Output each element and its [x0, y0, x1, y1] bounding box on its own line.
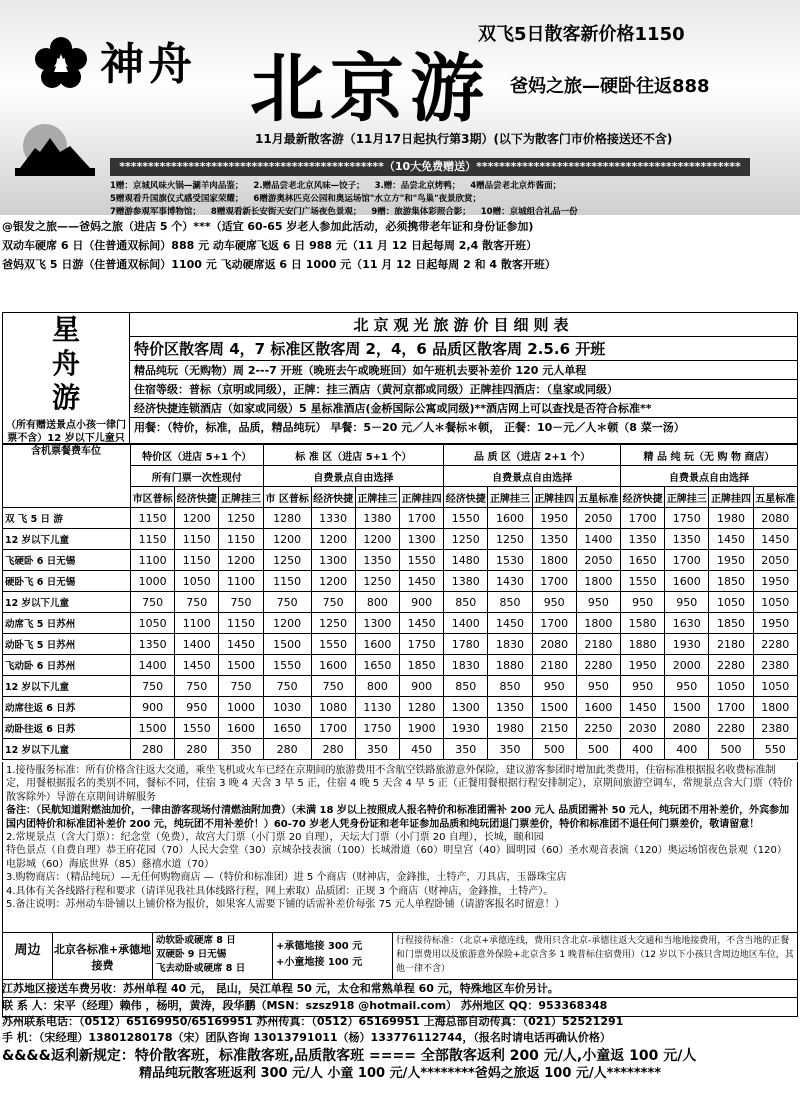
price-cell: 1780 — [444, 634, 488, 655]
price-cell: 1100 — [131, 550, 175, 571]
price-cell: 1150 — [263, 571, 311, 592]
price-cell: 1050 — [753, 676, 797, 697]
intro-section — [2, 217, 798, 274]
info-rows — [130, 313, 797, 436]
price-cell: 350 — [219, 739, 263, 760]
price-cell: 1350 — [488, 697, 532, 718]
column-header: 五星标准 — [753, 487, 797, 508]
price-cell: 1700 — [311, 718, 355, 739]
city-title: 北京游 — [250, 46, 490, 132]
row-label: 飞动卧 6 日苏州 — [3, 655, 131, 676]
price-cell: 400 — [621, 739, 665, 760]
table-row — [3, 739, 798, 760]
price-cell: 850 — [444, 592, 488, 613]
gift-item: 10赠：京城组合礼品一份 — [480, 207, 578, 217]
price-cell: 400 — [665, 739, 709, 760]
price-table — [2, 444, 798, 760]
price-cell: 1300 — [355, 613, 399, 634]
surrounding-label: 周边 — [3, 933, 53, 979]
gift-list — [110, 180, 800, 219]
column-header: 正牌挂四 — [532, 487, 576, 508]
price-cell: 1450 — [219, 634, 263, 655]
row-label: 12 岁以下儿童 — [3, 676, 131, 697]
price-cell: 1300 — [444, 697, 488, 718]
price-cell: 850 — [488, 676, 532, 697]
column-header: 经济快捷 — [311, 487, 355, 508]
price-cell: 1950 — [753, 613, 797, 634]
price-cell: 950 — [621, 592, 665, 613]
price-cell: 500 — [709, 739, 753, 760]
price-cell: 2050 — [576, 550, 620, 571]
price-cell: 950 — [665, 676, 709, 697]
price-cell: 1800 — [576, 613, 620, 634]
price-cell: 750 — [311, 592, 355, 613]
side-brand-name: 星舟游 — [51, 313, 80, 414]
column-header: 正牌挂三 — [355, 487, 399, 508]
note-special: 特色景点（自费自理）恭王府花园（70）人民大会堂（30）京城杂技表演（100）长城滑道（60）明皇宫（40）圆明园（60）圣水观音表演（120）奥运场馆夜色景观（120）电影城（60）海底世界（85）慈禧水道（70） — [6, 845, 787, 870]
price-cell: 2380 — [753, 718, 797, 739]
price-cell: 1250 — [263, 550, 311, 571]
hotel-line-2: 经济快捷连锁酒店（如家或同级）5 星标准酒店(金桥国际公寓或同级)**酒店网上可以查找是否符合标准** — [130, 399, 797, 418]
price-cell: 750 — [131, 676, 175, 697]
price-cell: 1930 — [444, 718, 488, 739]
column-header: 五星标准 — [576, 487, 620, 508]
price-cell: 2180 — [576, 634, 620, 655]
price-cell: 1950 — [753, 571, 797, 592]
note-shopping: 3.购物商店：（精品纯玩）—无任何购物商店 —（特价和标准团）进 5 个商店（财神店，金鋒推，土特产，刀具店，玉器珠宝店 — [6, 872, 567, 884]
price-cell: 350 — [355, 739, 399, 760]
zone-note: 自费景点自由选择 — [444, 466, 621, 487]
price-cell: 500 — [532, 739, 576, 760]
temple-silhouette-icon — [15, 118, 95, 176]
row-label: 双 飞 5 日 游 — [3, 508, 131, 529]
price-cell: 1600 — [665, 571, 709, 592]
row-label: 动卧飞 5 日苏州 — [3, 634, 131, 655]
surrounding-desc: 行程接待标准：（北京+承德连线，费用只含北京-承德往返大交通和当地地接费用，不含当地的正餐和门票费用以及旅游意外保险+北京含多 1 晚普标住宿费用）（12 岁以下小孩只含周边地区车位，其他一律不含） — [396, 936, 794, 974]
price-cell: 1450 — [175, 655, 219, 676]
note-remark: 备注：（民航知道附燃油加价，一律由游客现场付清燃油附加费）（未满 18 岁以上按照成人报名特价和标准团需补 200 元人 品质团需补 50 元人，纯玩团不用补差价，外宾参加国内团特价和标准团补差价 200 元，纯玩团不用补差价！）60-70 岁老人凭身份证和老年证参加品质和纯玩团退门票差价，特价和标准团不退任何门票差价，敬请留意！ — [6, 805, 790, 830]
price-cell: 1200 — [311, 571, 355, 592]
price-cell: 1750 — [355, 718, 399, 739]
price-cell: 1600 — [355, 634, 399, 655]
price-cell: 750 — [263, 676, 311, 697]
price-cell: 1380 — [444, 571, 488, 592]
price-cell: 1600 — [219, 718, 263, 739]
price-cell: 1050 — [131, 613, 175, 634]
flower-logo-icon — [30, 32, 92, 94]
price-cell: 1750 — [665, 508, 709, 529]
price-cell: 1850 — [399, 655, 443, 676]
table-row — [3, 676, 798, 697]
price-cell: 1980 — [488, 718, 532, 739]
price-cell: 750 — [131, 592, 175, 613]
side-brand-note: （所有赠送景点小孩一律门票不含）12 岁以下儿童只含机票餐费车位 — [6, 420, 126, 457]
price-cell: 2180 — [532, 655, 576, 676]
price-cell: 1550 — [311, 634, 355, 655]
price-cell: 1400 — [175, 634, 219, 655]
zone-note: 自费景点自由选择 — [263, 466, 444, 487]
price-cell: 1850 — [709, 613, 753, 634]
price-cell: 1580 — [621, 613, 665, 634]
price-cell: 1480 — [444, 550, 488, 571]
phone-line: 苏州联系电话：（0512）65169950/65169951 苏州传真：（0512）65169951 上海总部自动传真：（021）52521291 — [2, 1015, 624, 1028]
price-cell: 1630 — [665, 613, 709, 634]
price-cell: 280 — [311, 739, 355, 760]
column-header: 市 区普标 — [263, 487, 311, 508]
train-option: 双硬卧 9 日无锡 — [156, 949, 227, 960]
headline-parents: 爸妈之旅—硬卧往返888 — [510, 76, 710, 97]
column-header: 正牌挂三 — [219, 487, 263, 508]
gift-item: 8赠观看新长安街天安门广场夜色景观； — [210, 207, 362, 217]
price-cell: 280 — [263, 739, 311, 760]
price-cell: 1880 — [488, 655, 532, 676]
price-cell: 1650 — [355, 655, 399, 676]
price-cell: 800 — [355, 676, 399, 697]
price-cell: 1700 — [709, 697, 753, 718]
price-cell: 1600 — [576, 697, 620, 718]
free-gifts-title: （10大免费赠送） — [383, 160, 477, 173]
free-gifts-bar: **********************************************（10大免费赠送）********************************************** — [110, 158, 750, 176]
price-cell: 1380 — [355, 508, 399, 529]
price-cell: 2050 — [753, 550, 797, 571]
headline-price: 双飞5日散客新价格1150 — [478, 24, 685, 45]
rebate-line: &&&&返利新规定：特价散客班，标准散客班,品质散客班 ==== 全部散客返利 200 元/人,小童返 100 元/人 — [2, 1048, 697, 1064]
price-cell: 1200 — [355, 529, 399, 550]
price-body — [3, 508, 798, 760]
price-cell: 2180 — [709, 634, 753, 655]
price-cell: 1250 — [311, 613, 355, 634]
header-banner — [0, 0, 800, 215]
gift-item: 5赠观看升国旗仪式感受国家荣耀； — [110, 194, 244, 204]
column-header: 经济快捷 — [175, 487, 219, 508]
table-title: 北京观光旅游价目细则表 — [130, 313, 797, 337]
table-row — [3, 550, 798, 571]
price-cell: 1500 — [665, 697, 709, 718]
row-label: 动席往返 6 日苏 — [3, 697, 131, 718]
row-label: 12 岁以下儿童 — [3, 739, 131, 760]
price-cell: 1200 — [263, 613, 311, 634]
price-cell: 1250 — [444, 529, 488, 550]
price-cell: 1200 — [311, 529, 355, 550]
column-header: 经济快捷 — [621, 487, 665, 508]
price-cell: 1200 — [175, 508, 219, 529]
price-cell: 1850 — [709, 571, 753, 592]
price-cell: 1350 — [665, 529, 709, 550]
price-cell: 2150 — [532, 718, 576, 739]
price-cell: 1550 — [175, 718, 219, 739]
price-cell: 750 — [219, 592, 263, 613]
price-cell: 1450 — [621, 697, 665, 718]
price-cell: 1550 — [263, 655, 311, 676]
price-cell: 2250 — [576, 718, 620, 739]
brand-name: 神舟 — [100, 39, 196, 90]
price-cell: 1450 — [488, 613, 532, 634]
price-cell: 1830 — [488, 634, 532, 655]
boutique-line: 精品纯玩（无购物）周 2---7 开班（晚班去午或晚班回）如午班机去要补差价 120 元人单程 — [130, 361, 797, 380]
price-cell: 950 — [532, 676, 576, 697]
price-cell: 1100 — [175, 613, 219, 634]
price-cell: 1280 — [263, 508, 311, 529]
price-cell: 1830 — [444, 655, 488, 676]
column-header: 正牌挂四 — [399, 487, 443, 508]
price-cell: 280 — [131, 739, 175, 760]
gift-item: 4赠品尝老北京炸酱面； — [470, 181, 562, 191]
price-cell: 750 — [311, 676, 355, 697]
price-cell: 1700 — [665, 550, 709, 571]
schedule-line: 特价区散客周 4，7 标准区散客周 2，4，6 品质区散客周 2.5.6 开班 — [130, 337, 797, 361]
price-cell: 750 — [219, 676, 263, 697]
price-cell: 900 — [399, 592, 443, 613]
price-cell: 1450 — [399, 571, 443, 592]
price-cell: 1550 — [399, 550, 443, 571]
zone-note: 所有门票一次性现付 — [131, 466, 264, 487]
price-cell: 1400 — [576, 529, 620, 550]
price-cell: 2000 — [665, 655, 709, 676]
meal-line: 用餐：（特价，标准，品质，精品纯玩） 早餐：5－20 元／人＊餐标＊顿， 正餐：10－元／人＊顿（8 菜一汤） — [134, 421, 685, 434]
price-cell: 1700 — [399, 508, 443, 529]
price-cell: 1050 — [709, 592, 753, 613]
zone-name: 标 准 区（进店 5+1 个） — [263, 445, 444, 466]
footer-section — [2, 981, 798, 1082]
table-row — [3, 529, 798, 550]
zone-row — [3, 445, 798, 466]
price-cell: 850 — [488, 592, 532, 613]
price-cell: 900 — [131, 697, 175, 718]
note-scenic: 2.常规景点（含大门票）：纪念堂（免费），故宫大门票（小门票 20 自理），天坛大门票（小门票 20 自理），长城，颐和园 — [6, 832, 544, 844]
price-cell: 1250 — [219, 508, 263, 529]
price-cell: 1600 — [311, 655, 355, 676]
surrounding-price-adult: +承德地接 300 元 — [276, 941, 363, 952]
gift-item: 1赠：京城风味火锅—涮羊肉品鉴； — [110, 181, 244, 191]
price-cell: 2280 — [753, 634, 797, 655]
price-cell: 1080 — [311, 697, 355, 718]
surrounding-product: 北京各标准+承德地接费 — [53, 933, 153, 979]
price-cell: 950 — [175, 697, 219, 718]
price-cell: 1050 — [175, 571, 219, 592]
price-cell: 1500 — [219, 655, 263, 676]
price-cell: 1350 — [355, 550, 399, 571]
price-cell: 1250 — [355, 571, 399, 592]
price-cell: 1450 — [709, 529, 753, 550]
surrounding-prices — [273, 933, 393, 979]
note-itinerary: 4.具体有关各线路行程和要求（请详见我社具体线路行程，网上索取）品质团：正规 3 个商店（财神店，金鋒推，土特产）。 — [6, 885, 554, 897]
price-cell: 800 — [355, 592, 399, 613]
gift-item: 6赠游奥林匹克公园和奥运场馆"水立方"和"鸟巢"夜景欣赏； — [253, 194, 482, 204]
row-label-header — [3, 445, 131, 508]
train-option: 动软卧或硬席 8 日 — [156, 935, 236, 946]
price-cell: 1350 — [131, 634, 175, 655]
price-cell: 1700 — [532, 571, 576, 592]
intro-line: @银发之旅——爸妈之旅（进店 5 个）***（适宜 60-65 岁老人参加此活动，必须携带老年证和身份证参加) — [2, 220, 534, 233]
transfer-line: 江苏地区接送车费另收：苏州单程 40 元， 昆山，吴江单程 50 元，太仓和常熟单程 60 元，特殊地区车价另计。 — [2, 981, 798, 998]
price-cell: 1330 — [311, 508, 355, 529]
price-cell: 1500 — [532, 697, 576, 718]
gift-item: 2.赠品尝老北京风味—饺子； — [253, 181, 365, 191]
price-cell: 350 — [444, 739, 488, 760]
price-cell: 950 — [621, 676, 665, 697]
price-cell: 2050 — [576, 508, 620, 529]
zone-name: 特价区（进店 5+1 个） — [131, 445, 264, 466]
price-cell: 950 — [532, 592, 576, 613]
price-cell: 1150 — [131, 508, 175, 529]
period-subline: 11月最新散客游（11月17日起执行第3期）(以下为散客门市价格接送还不含) — [255, 132, 673, 146]
table-row — [3, 697, 798, 718]
row-label: 12 岁以下儿童 — [3, 529, 131, 550]
note-service: 1.接待服务标准：所有价格含往返大交通，乘坐飞机或火车已经在京期间的旅游费用不含航空铁路旅游意外保险，建议游客参团时增加此类费用，住宿标准根据报名收费标准制定，用餐根据报名的类别不同，餐标不同，住宿 3 晚 4 天含 3 早 5 正，住宿 4 晚 5 天含 4 早 5 正（正餐用餐根据行程安排制定），京期间旅游空调车，常规景点含大门票（特价散客除外）导游在京期间讲解服务 — [6, 765, 793, 803]
price-cell: 2080 — [665, 718, 709, 739]
price-cell: 1400 — [131, 655, 175, 676]
price-cell: 1950 — [621, 655, 665, 676]
zone-name: 品 质 区（进店 2+1 个） — [444, 445, 621, 466]
price-cell: 1130 — [355, 697, 399, 718]
column-header: 市区普标 — [131, 487, 175, 508]
price-cell: 1750 — [399, 634, 443, 655]
price-cell: 500 — [576, 739, 620, 760]
price-cell: 1200 — [219, 550, 263, 571]
price-cell: 1150 — [175, 529, 219, 550]
price-cell: 2280 — [709, 718, 753, 739]
price-cell: 1700 — [532, 613, 576, 634]
table-row — [3, 508, 798, 529]
row-label: 12 岁以下儿童 — [3, 592, 131, 613]
price-cell: 750 — [175, 676, 219, 697]
price-cell: 950 — [576, 592, 620, 613]
price-cell: 1980 — [709, 508, 753, 529]
mobile-line: 手 机：（宋经理）13801280178（宋）团队咨询 13013791011（杨）133776112744，（报名时请电话再确认价格） — [2, 1031, 611, 1044]
column-header: 正牌挂三 — [488, 487, 532, 508]
price-cell: 350 — [488, 739, 532, 760]
side-brand — [3, 313, 130, 457]
price-cell: 1450 — [399, 613, 443, 634]
table-row — [3, 718, 798, 739]
price-cell: 1800 — [532, 550, 576, 571]
price-cell: 1150 — [219, 529, 263, 550]
row-label: 硬卧飞 6 日无锡 — [3, 571, 131, 592]
price-cell: 1050 — [709, 676, 753, 697]
price-cell: 750 — [175, 592, 219, 613]
price-cell: 550 — [753, 739, 797, 760]
price-cell: 2280 — [576, 655, 620, 676]
column-header: 正牌挂四 — [709, 487, 753, 508]
price-cell: 1550 — [621, 571, 665, 592]
price-cell: 1350 — [621, 529, 665, 550]
column-header: 正牌挂三 — [665, 487, 709, 508]
row-label: 动席飞 5 日苏州 — [3, 613, 131, 634]
price-cell: 1450 — [753, 529, 797, 550]
contact-line: 联 系 人：宋平（经理）赖伟 ，杨明，黄涛，段华鹏（MSN：szsz918 @hotmail.com） 苏州地区 QQ：953368348 — [2, 999, 608, 1012]
price-cell: 280 — [175, 739, 219, 760]
price-cell: 2380 — [753, 655, 797, 676]
price-cell: 2280 — [709, 655, 753, 676]
price-cell: 2080 — [532, 634, 576, 655]
gift-item: 9赠：旅游集体彩照合影； — [371, 207, 471, 217]
price-cell: 1800 — [753, 697, 797, 718]
surrounding-price-child: +小童地接 100 元 — [276, 957, 363, 968]
rebate-line-2: 精品纯玩散客班返利 300 元/人 小童 100 元/人********爸妈之旅返 100 元/人******** — [138, 1066, 662, 1081]
price-cell: 1880 — [621, 634, 665, 655]
price-cell: 1650 — [263, 718, 311, 739]
surrounding-box — [2, 932, 798, 980]
price-cell: 1150 — [131, 529, 175, 550]
surrounding-trains — [153, 933, 273, 979]
price-cell: 950 — [576, 676, 620, 697]
price-cell: 1100 — [219, 571, 263, 592]
price-cell: 1050 — [753, 592, 797, 613]
gift-item: 7赠游参观军事博物馆； — [110, 207, 201, 217]
price-cell: 950 — [665, 592, 709, 613]
price-cell: 1150 — [219, 613, 263, 634]
price-cell: 1030 — [263, 697, 311, 718]
hotel-line-1: 住宿等级：普标（京明或同级），正牌：挂三酒店（黄河京都或同级）正牌挂四酒店：（皇家或同级） — [130, 380, 797, 399]
price-cell: 1550 — [444, 508, 488, 529]
price-cell: 2030 — [621, 718, 665, 739]
intro-line: 双动车硬席 6 日（住普通双标间）888 元 动车硬席飞返 6 日 988 元（11 月 12 日起每周 2,4 散客开班） — [2, 239, 538, 252]
row-label: 飞硬卧 6 日无锡 — [3, 550, 131, 571]
price-cell: 1250 — [488, 529, 532, 550]
column-header: 经济快捷 — [444, 487, 488, 508]
table-row — [3, 592, 798, 613]
table-row — [3, 655, 798, 676]
table-row — [3, 634, 798, 655]
price-cell: 1280 — [399, 697, 443, 718]
price-cell: 1200 — [263, 529, 311, 550]
zone-name: 精 品 纯 玩（无 购 物 商店） — [621, 445, 798, 466]
price-cell: 1300 — [311, 550, 355, 571]
zone-note: 自费景点自由选择 — [621, 466, 798, 487]
gift-item: 3.赠：品尝北京烤鸭； — [374, 181, 461, 191]
price-cell: 1000 — [219, 697, 263, 718]
price-cell: 2080 — [753, 508, 797, 529]
price-cell: 1430 — [488, 571, 532, 592]
row-label: 动卧往返 6 日苏 — [3, 718, 131, 739]
price-cell: 1930 — [665, 634, 709, 655]
price-cell: 450 — [399, 739, 443, 760]
note-remark-2: 5.备注说明：苏州动车卧铺以上铺价格为报价，如果客人需要下铺的话需补差价每张 75 元人单程卧铺（请游客报名时留意！） — [6, 899, 565, 911]
price-cell: 1150 — [175, 550, 219, 571]
price-cell: 750 — [263, 592, 311, 613]
price-cell: 1600 — [488, 508, 532, 529]
price-cell: 1500 — [263, 634, 311, 655]
price-cell: 1500 — [131, 718, 175, 739]
price-cell: 1650 — [621, 550, 665, 571]
price-cell: 1700 — [621, 508, 665, 529]
table-row — [3, 613, 798, 634]
price-cell: 1530 — [488, 550, 532, 571]
price-cell: 1300 — [399, 529, 443, 550]
price-cell: 1950 — [532, 508, 576, 529]
price-cell: 1800 — [576, 571, 620, 592]
table-row — [3, 571, 798, 592]
intro-line: 爸妈双飞 5 日游（住普通双标间）1100 元 飞动硬席返 6 日 1000 元（11 月 12 日起每周 2 和 4 散客开班） — [2, 258, 556, 271]
price-cell: 900 — [399, 676, 443, 697]
price-cell: 1900 — [399, 718, 443, 739]
price-cell: 1350 — [532, 529, 576, 550]
price-cell: 1000 — [131, 571, 175, 592]
price-cell: 850 — [444, 676, 488, 697]
train-option: 飞去动卧或硬席 8 日 — [156, 963, 246, 974]
price-cell: 1400 — [444, 613, 488, 634]
price-cell: 1950 — [709, 550, 753, 571]
